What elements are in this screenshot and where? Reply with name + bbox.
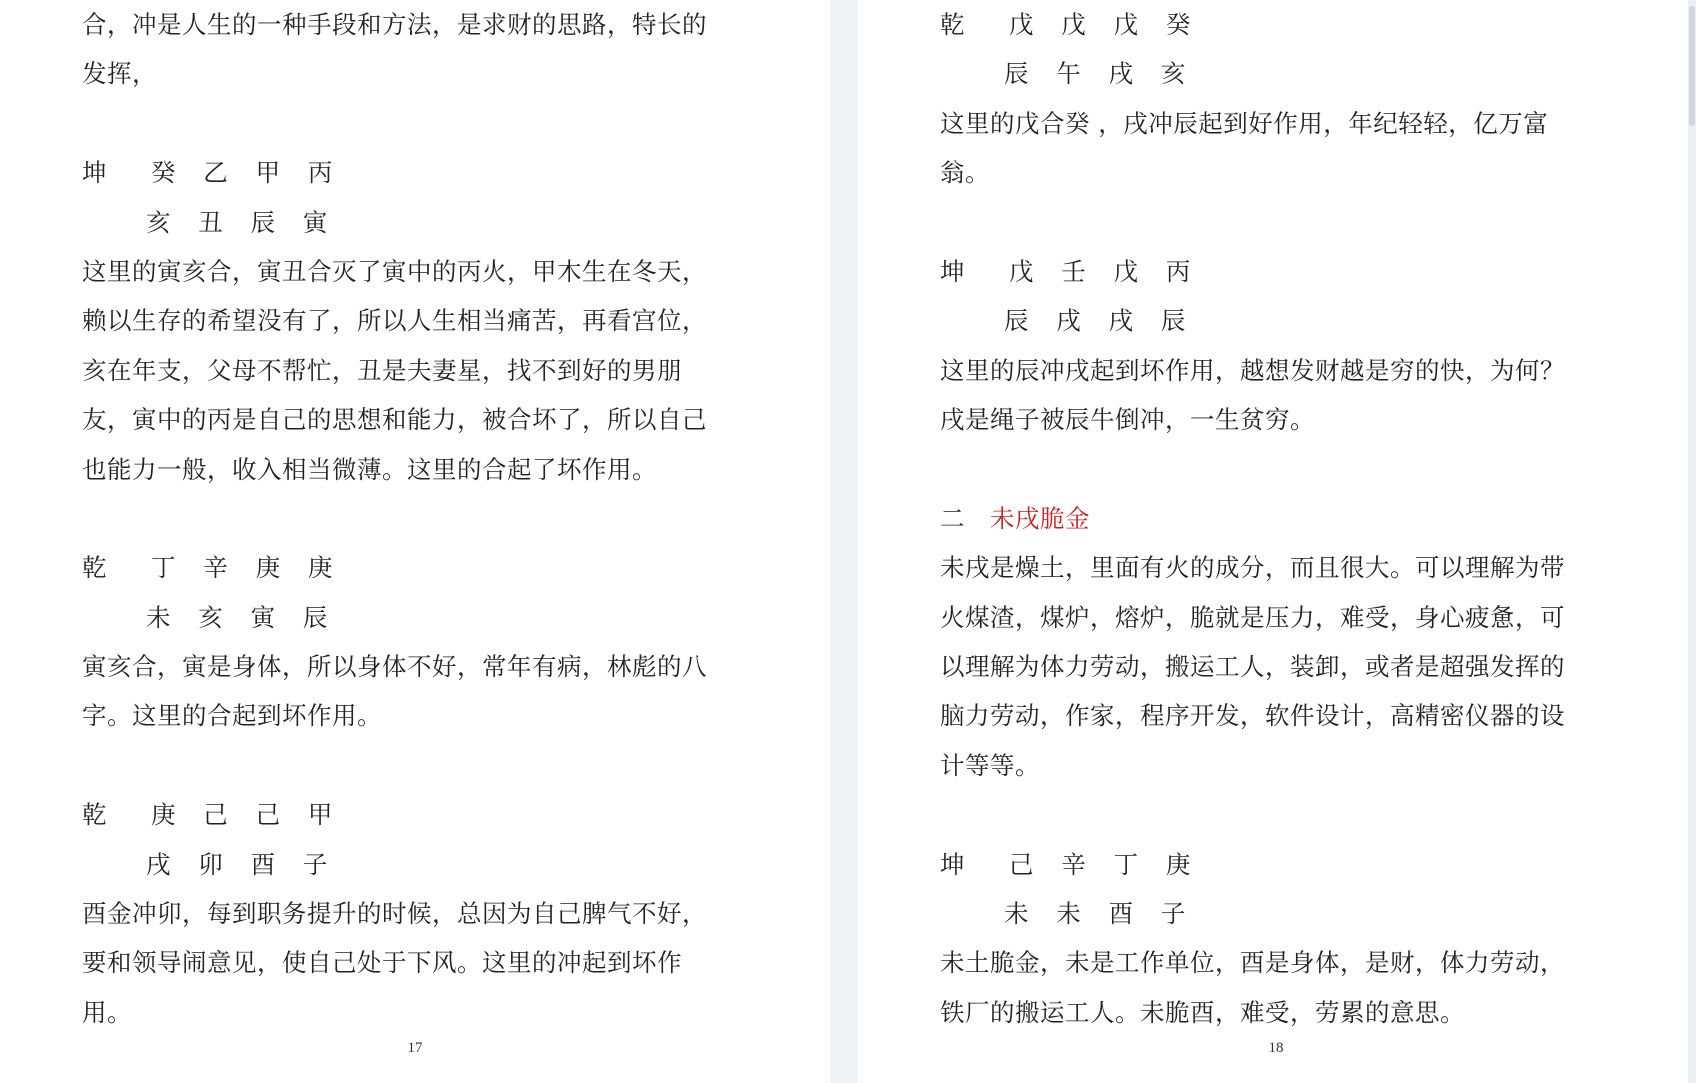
- text-line: 赖以生存的希望没有了，所以人生相当痛苦，再看宫位，: [82, 306, 707, 336]
- text-line: 这里的戊合癸 ，戌冲辰起到好作用，年纪轻轻，亿万富: [940, 108, 1549, 138]
- bazi-branches-line: 辰 戌 戌 辰: [1004, 306, 1196, 336]
- bazi-branches-line: 未 亥 寅 辰: [146, 602, 338, 632]
- bazi-branches-line: 辰 午 戌 亥: [1004, 59, 1196, 89]
- bazi-stems-line: 乾 丁 辛 庚 庚: [82, 553, 343, 583]
- text-line: 戌是绳子被辰牛倒冲，一生贫穷。: [940, 405, 1315, 435]
- page-number: 18: [1268, 1040, 1284, 1056]
- text-line: 未土脆金，未是工作单位，酉是身体，是财，体力劳动，: [940, 948, 1565, 978]
- bazi-stems-line: 坤 己 辛 丁 庚: [940, 849, 1201, 879]
- blank-line: [940, 198, 1640, 247]
- text-line: 铁厂的搬运工人。未脆酉，难受，劳累的意思。: [940, 997, 1465, 1027]
- text-line: 也能力一般，收入相当微薄。这里的合起了坏作用。: [82, 454, 657, 484]
- text-line: 要和领导闹意见，使自己处于下风。这里的冲起到坏作: [82, 948, 682, 978]
- text-line: 发挥，: [82, 59, 157, 89]
- page-17: [0, 0, 830, 1083]
- text-line: 寅亥合，寅是身体，所以身体不好，常年有病，林彪的八: [82, 652, 707, 682]
- scrollbar-track[interactable]: [1688, 0, 1696, 1083]
- blank-line: [82, 741, 762, 790]
- bazi-branches-line: 亥 丑 辰 寅: [146, 207, 338, 237]
- blank-line: [82, 99, 762, 148]
- bazi-branches-line: 戌 卯 酉 子: [146, 849, 338, 879]
- text-line: 亥在年支，父母不帮忙，丑是夫妻星，找不到好的男朋: [82, 355, 682, 385]
- blank-line: [940, 790, 1640, 839]
- page-gutter: [830, 0, 858, 1083]
- text-line: 字。这里的合起到坏作用。: [82, 701, 382, 731]
- text-line: 火煤渣，煤炉，熔炉，脆就是压力，难受，身心疲惫，可: [940, 602, 1565, 632]
- text-line: 翁。: [940, 158, 990, 188]
- page-number: 17: [407, 1040, 423, 1056]
- section-heading: [940, 494, 1640, 543]
- section-title: 未戌脆金: [990, 503, 1090, 533]
- text-line: 以理解为体力劳动，搬运工人，装卸，或者是超强发挥的: [940, 652, 1565, 682]
- text-line: 未戌是燥土，里面有火的成分，而且很大。可以理解为带: [940, 553, 1565, 583]
- text-line: 脑力劳动，作家，程序开发，软件设计，高精密仪器的设: [940, 701, 1565, 731]
- page-18: [858, 0, 1696, 1083]
- text-line: 酉金冲卯，每到职务提升的时候，总因为自己脾气不好，: [82, 899, 707, 929]
- bazi-branches-line: 未 未 酉 子: [1004, 899, 1196, 929]
- page-17-content: [82, 0, 762, 1037]
- text-line: 这里的辰冲戌起到坏作用，越想发财越是穷的快，为何？: [940, 355, 1565, 385]
- bazi-stems-line: 坤 癸 乙 甲 丙: [82, 158, 343, 188]
- text-line: 这里的寅亥合，寅丑合灭了寅中的丙火，甲木生在冬天，: [82, 256, 707, 286]
- blank-line: [940, 445, 1640, 494]
- bazi-stems-line: 乾 戊 戊 戊 癸: [940, 10, 1201, 39]
- blank-line: [82, 494, 762, 543]
- text-line: 用。: [82, 997, 132, 1027]
- bazi-stems-line: 乾 庚 己 己 甲: [82, 800, 343, 830]
- text-line: 计等等。: [940, 750, 1040, 780]
- scrollbar-thumb[interactable]: [1689, 6, 1695, 126]
- page-18-content: [940, 0, 1640, 1037]
- bazi-stems-line: 坤 戊 壬 戊 丙: [940, 256, 1201, 286]
- text-line: 合，冲是人生的一种手段和方法，是求财的思路，特长的: [82, 10, 707, 39]
- section-number: 二: [940, 503, 990, 533]
- text-line: 友，寅中的丙是自己的思想和能力，被合坏了，所以自己: [82, 405, 707, 435]
